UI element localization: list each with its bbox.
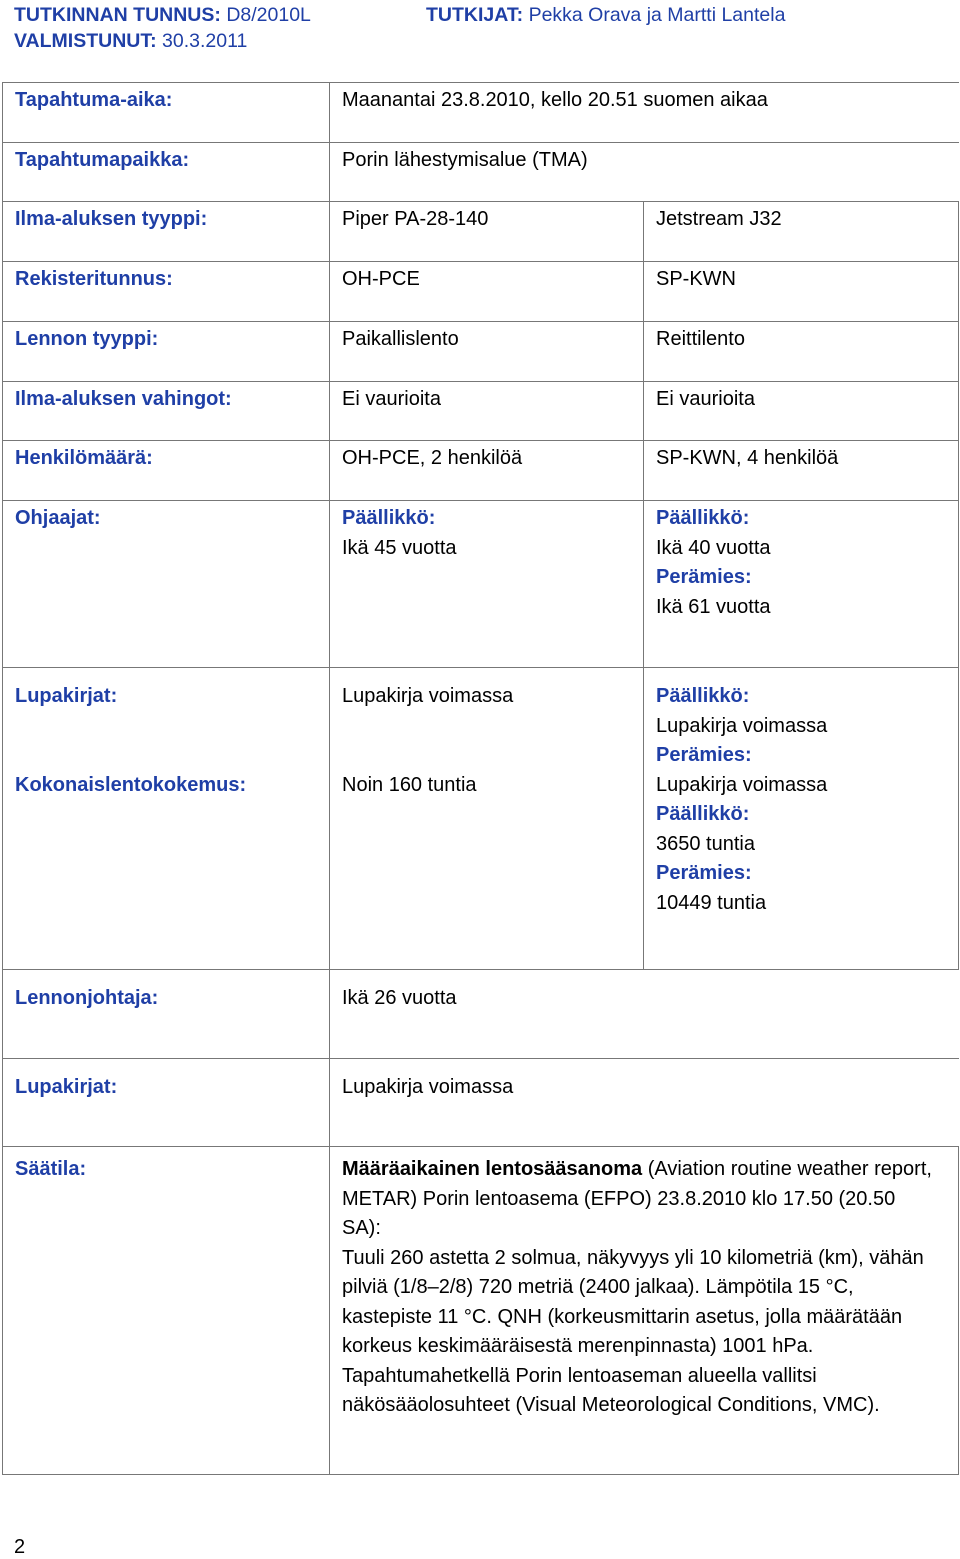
first-officer-experience: 10449 tuntia: [656, 891, 767, 914]
row-label: Lupakirjat:: [15, 685, 118, 707]
aircraft-2-value: SP-KWN: [644, 262, 959, 322]
aircraft-2-value: SP-KWN, 4 henkilöä: [644, 441, 959, 501]
aircraft-1-value: Piper PA-28-140: [330, 202, 644, 262]
aircraft-2-value: Ei vaurioita: [644, 382, 959, 441]
metar-details: Tuuli 260 astetta 2 solmua, näkyvyys yli 10 kilometriä (km), vähän pilviä (1/8–2/8) 720 metriä (2400 jalkaa). Lämpötila 15 °C, kastepiste 11 °C. QNH (korkeusmittarin asetus, jolla määrätään korkeus keskimääräisestä merenpinnasta) 1001 hPa.: [342, 1246, 924, 1357]
captain-age: Ikä 45 vuotta: [342, 536, 457, 559]
aircraft-2-value: [644, 501, 959, 668]
table-row: [3, 262, 959, 322]
table-row: [3, 1147, 959, 1475]
valmistunut-value: 30.3.2011: [162, 30, 248, 52]
first-officer-label: Perämies:: [656, 862, 752, 884]
table-row: [3, 322, 959, 382]
row-label: Lennon tyyppi:: [3, 322, 330, 382]
table-row: [3, 83, 959, 143]
row-value: Ikä 26 vuotta: [330, 970, 959, 1059]
aircraft-1-value: Ei vaurioita: [330, 382, 644, 441]
table-row: [3, 143, 959, 202]
weather-text: [330, 1147, 959, 1475]
captain-age: Ikä 40 vuotta: [656, 536, 771, 559]
aircraft-1-value: [330, 668, 644, 970]
table-row: [3, 382, 959, 441]
row-value: Maanantai 23.8.2010, kello 20.51 suomen aikaa: [330, 83, 959, 143]
captain-label: Päällikkö:: [656, 507, 750, 529]
row-label: Tapahtumapaikka:: [3, 143, 330, 202]
table-row: [3, 202, 959, 262]
row-label: Rekisteritunnus:: [3, 262, 330, 322]
captain-licence: Lupakirja voimassa: [656, 714, 828, 737]
row-label: Ilma-aluksen vahingot:: [3, 382, 330, 441]
row-label: Säätila:: [3, 1147, 330, 1475]
aircraft-2-value: [644, 668, 959, 970]
incident-info-table: [2, 82, 959, 1475]
row-label: Ilma-aluksen tyyppi:: [3, 202, 330, 262]
table-row: [3, 1059, 959, 1147]
row-label: Henkilömäärä:: [3, 441, 330, 501]
row-label: Kokonaislentokokemus:: [15, 773, 247, 796]
metar-intro: (Aviation routine weather report, METAR) Porin lentoasema (EFPO) 23.8.2010 klo 17.50 (20.50 SA):: [342, 1158, 932, 1239]
tekijat-value: Pekka Orava ja Martti Lantela: [528, 4, 786, 26]
licence-experience-labels: [3, 668, 330, 970]
experience-value: Noin 160 tuntia: [342, 773, 477, 796]
captain-label: Päällikkö:: [656, 803, 750, 825]
row-label: Tapahtuma-aika:: [3, 83, 330, 143]
aircraft-2-value: Reittilento: [644, 322, 959, 382]
aircraft-1-value: OH-PCE, 2 henkilöä: [330, 441, 644, 501]
row-value: Lupakirja voimassa: [330, 1059, 959, 1147]
tunnus-label: TUTKINNAN TUNNUS:: [14, 4, 221, 26]
valmistunut-label: VALMISTUNUT:: [14, 30, 157, 52]
first-officer-age: Ikä 61 vuotta: [656, 595, 771, 618]
row-label: Lupakirjat:: [3, 1059, 330, 1147]
metar-heading: Määräaikainen lentosääsanoma: [342, 1158, 643, 1180]
table-row: [3, 668, 959, 970]
captain-experience: 3650 tuntia: [656, 832, 755, 855]
row-label: Ohjaajat:: [3, 501, 330, 668]
row-value: Porin lähestymisalue (TMA): [330, 143, 959, 202]
licence-value: Lupakirja voimassa: [342, 685, 514, 707]
row-label: Lennonjohtaja:: [3, 970, 330, 1059]
visual-conditions: Tapahtumahetkellä Porin lentoaseman alueella vallitsi näkösääolosuhteet (Visual Meteorological Conditions, VMC).: [342, 1364, 880, 1416]
aircraft-1-value: OH-PCE: [330, 262, 644, 322]
document-header: [14, 2, 944, 54]
page-number: 2: [14, 1536, 26, 1558]
table-row: [3, 441, 959, 501]
tekijat-label: TUTKIJAT:: [426, 4, 524, 26]
aircraft-1-value: [330, 501, 644, 668]
captain-label: Päällikkö:: [342, 507, 436, 529]
aircraft-1-value: Paikallislento: [330, 322, 644, 382]
table-row: [3, 970, 959, 1059]
captain-label: Päällikkö:: [656, 685, 750, 707]
tunnus-value: D8/2010L: [226, 4, 311, 26]
first-officer-licence: Lupakirja voimassa: [656, 773, 828, 796]
first-officer-label: Perämies:: [656, 744, 752, 766]
first-officer-label: Perämies:: [656, 566, 752, 588]
table-row: [3, 501, 959, 668]
aircraft-2-value: Jetstream J32: [644, 202, 959, 262]
